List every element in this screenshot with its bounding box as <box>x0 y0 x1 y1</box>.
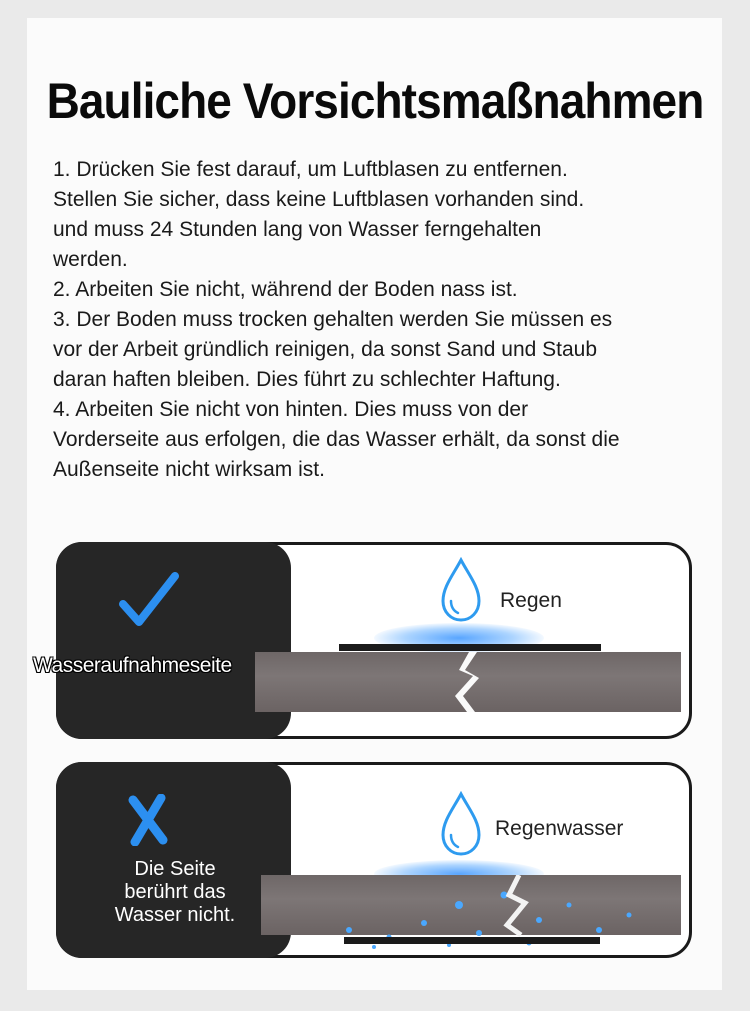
rain-label: Regen <box>500 589 562 612</box>
rainwater-label: Regenwasser <box>495 817 624 840</box>
instruction-line: Stellen Sie sicher, dass keine Luftblasen vorhanden sind. <box>53 188 585 211</box>
correct-side-panel <box>33 542 692 739</box>
instruction-line: 1. Drücken Sie fest darauf, um Luftblasen zu entfernen. <box>53 158 568 181</box>
instruction-text <box>53 155 723 485</box>
instruction-line: Vorderseite aus erfolgen, die das Wasser erhält, da sonst die <box>53 428 620 451</box>
side-label-line: berührt das <box>124 881 226 903</box>
instruction-line: werden. <box>53 248 128 271</box>
wrong-side-panel <box>56 762 692 958</box>
side-label-line: Wasser nicht. <box>114 904 236 926</box>
water-drop-icon <box>439 557 483 623</box>
instruction-line: daran haften bleiben. Dies führt zu schlechter Haftung. <box>53 368 561 391</box>
instruction-line: vor der Arbeit gründlich reinigen, da sonst Sand und Staub <box>53 338 598 361</box>
page-title: Bauliche Vorsichtsmaßnahmen <box>46 73 704 129</box>
instruction-line: 4. Arbeiten Sie nicht von hinten. Dies muss von der <box>53 398 529 421</box>
cross-icon <box>127 794 169 846</box>
crack-icon <box>449 652 489 712</box>
side-label-line: Die Seite <box>134 858 216 880</box>
instruction-line: 2. Arbeiten Sie nicht, während der Boden nass ist. <box>53 278 518 301</box>
water-drop-icon <box>439 791 483 857</box>
protective-film <box>344 937 600 944</box>
instruction-line: Außenseite nicht wirksam ist. <box>53 458 325 481</box>
checkmark-icon <box>119 572 179 627</box>
protective-film <box>339 644 601 651</box>
water-receiving-side-label: Wasseraufnahmeseite <box>33 654 232 677</box>
instruction-line: und muss 24 Stunden lang von Wasser ferngehalten <box>53 218 542 241</box>
instruction-line: 3. Der Boden muss trocken gehalten werden Sie müssen es <box>53 308 613 331</box>
not-touching-water-label <box>59 858 291 927</box>
